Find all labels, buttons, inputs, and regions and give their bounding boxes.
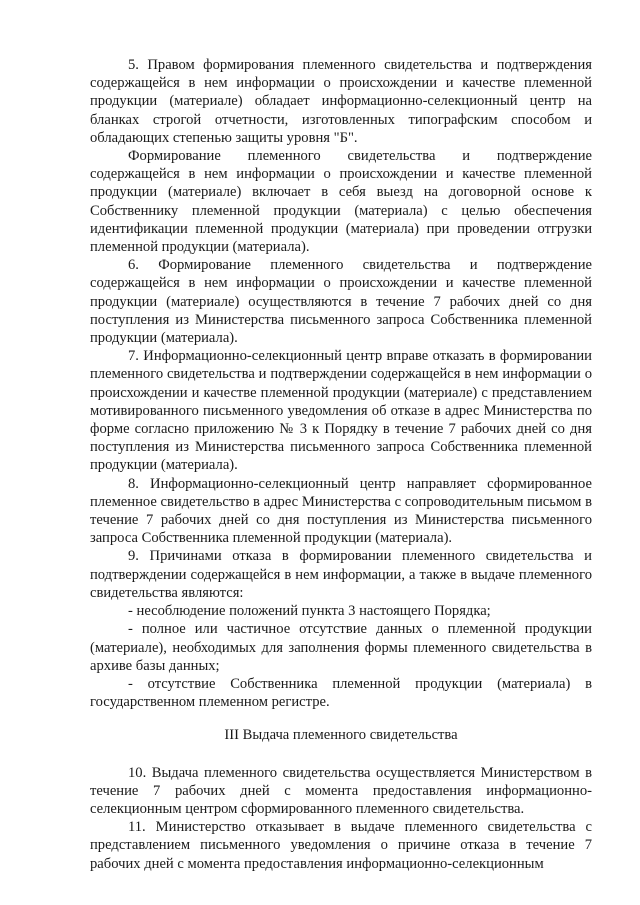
paragraph-7: 7. Информационно-селекционный центр вправе отказать в формировании племенного свидетельства и подтверждении содержащейся в нем информации о происхождении и качестве племенной продукции (материале) с представлением мотивированного письменного уведомления об отказе в адрес Министерства по форме согласно приложению № 3 к Порядку в течение 7 рабочих дней со дня поступления из Министерства письменного запроса Собственника племенной продукции (материала). <box>90 348 592 474</box>
paragraph-10: 10. Выдача племенного свидетельства осуществляется Министерством в течение 7 рабочих дней с момента предоставления информационно-селекционным центром сформированного племенного свидетельства. <box>90 764 592 817</box>
refusal-reason-2: - полное или частичное отсутствие данных о племенной продукции (материале), необходимых для заполнения формы племенного свидетельства в архиве базы данных; <box>90 621 592 674</box>
paragraph-11: 11. Министерство отказывает в выдаче племенного свидетельства с представлением письменного уведомления о причине отказа в течение 7 рабочих дней с момента предоставления информационно-селекционным <box>90 819 592 872</box>
section-heading: III Выдача племенного свидетельства <box>224 727 458 744</box>
refusal-reason-3: - отсутствие Собственника племенной продукции (материала) в государственном племенном регистре. <box>90 675 592 711</box>
paragraph-8: 8. Информационно-селекционный центр направляет сформированное племенное свидетельство в адрес Министерства с сопроводительным письмом в течение 7 рабочих дней со дня поступления из Министерства письменного запроса Собственника племенной продукции (материала). <box>90 475 592 547</box>
paragraph-5-continued: Формирование племенного свидетельства и подтверждение содержащейся в нем информации о происхождении и качестве племенной продукции (материале) включает в себя выезд на договорной основе к Собственнику племенной продукции (материала) с целью обеспечения идентификации племенной продукции (материала) при проведении отгрузки племенной продукции (материала). <box>90 148 592 256</box>
paragraph-5: 5. Правом формирования племенного свидетельства и подтверждения содержащейся в нем информации о происхождении и качестве племенной продукции (материале) обладает информационно-селекционный центр на бланках строгой отчетности, изготовленных типографским способом и обладающих степенью защиты уровня "Б". <box>90 57 592 146</box>
paragraph-6: 6. Формирование племенного свидетельства и подтверждение содержащейся в нем информации о происхождении и качестве племенной продукции (материале) осуществляются в течение 7 рабочих дней со дня поступления из Министерства письменного запроса Собственника племенной продукции (материала). <box>90 257 592 347</box>
paragraph-9: 9. Причинами отказа в формировании племенного свидетельства и подтверждении содержащейся в нем информации, а также в выдаче племенного свидетельства являются: <box>90 548 592 601</box>
document-page <box>90 56 592 873</box>
refusal-reason-1: - несоблюдение положений пункта 3 настоящего Порядка; <box>128 603 491 620</box>
